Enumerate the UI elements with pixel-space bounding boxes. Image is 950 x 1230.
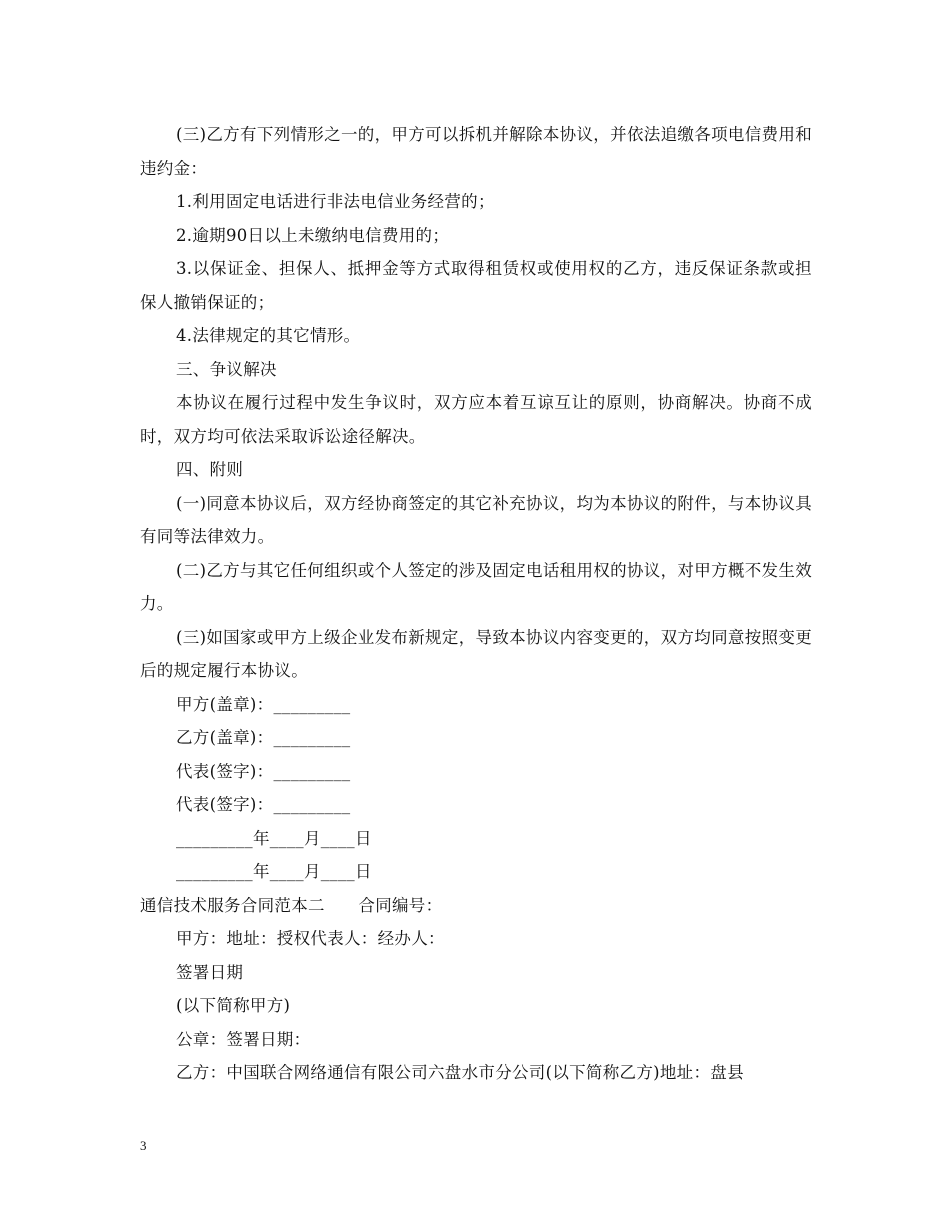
signature-line: 代表(签字)：_________ (176, 795, 351, 814)
party-info: 公章：签署日期： (176, 1029, 311, 1049)
party-info: 甲方：地址：授权代表人：经办人： (176, 929, 445, 948)
list-item: 4.法律规定的其它情形。 (176, 326, 361, 345)
list-item: 1.利用固定电话进行非法电信业务经营的； (176, 192, 495, 211)
date-line: _________年____月____日 (176, 862, 372, 881)
signature-line: 乙方(盖章)：_________ (176, 728, 351, 747)
paragraph: (三)乙方有下列情形之一的，甲方可以拆机并解除本协议，并依法追缴各项电信费用和违约金： (140, 125, 812, 178)
list-item: 2.逾期90日以上未缴纳电信费用的； (176, 225, 450, 245)
paragraph: (一)同意本协议后，双方经协商签定的其它补充协议，均为本协议的附件，与本协议具有同等法律效力。 (140, 493, 812, 546)
page-number: 3 (140, 1138, 147, 1153)
paragraph: (二)乙方与其它任何组织或个人签定的涉及固定电话租用权的协议，对甲方概不发生效力。 (140, 560, 812, 613)
signature-line: 甲方(盖章)：_________ (176, 694, 351, 714)
section-heading: 四、附则 (176, 460, 244, 479)
document-body (140, 118, 812, 1090)
party-info: 签署日期 (176, 962, 244, 982)
paragraph: (三)如国家或甲方上级企业发布新规定，导致本协议内容变更的，双方均同意按照变更后的规定履行本协议。 (140, 627, 812, 680)
section-heading: 三、争议解决 (176, 359, 277, 379)
contract-title: 通信技术服务合同范本二 合同编号： (140, 895, 443, 915)
paragraph: 本协议在履行过程中发生争议时，双方应本着互谅互让的原则，协商解决。协商不成时，双方均可依法采取诉讼途径解决。 (140, 393, 812, 446)
signature-line: 代表(签字)：_________ (176, 761, 351, 781)
date-line: _________年____月____日 (176, 828, 372, 848)
party-info: 乙方：中国联合网络通信有限公司六盘水市分公司(以下简称乙方)地址：盘县 (176, 1063, 744, 1082)
party-info: (以下简称甲方) (176, 996, 291, 1015)
list-item: 3.以保证金、担保人、抵押金等方式取得租赁权或使用权的乙方，违反保证条款或担保人撤销保证的； (140, 259, 812, 312)
